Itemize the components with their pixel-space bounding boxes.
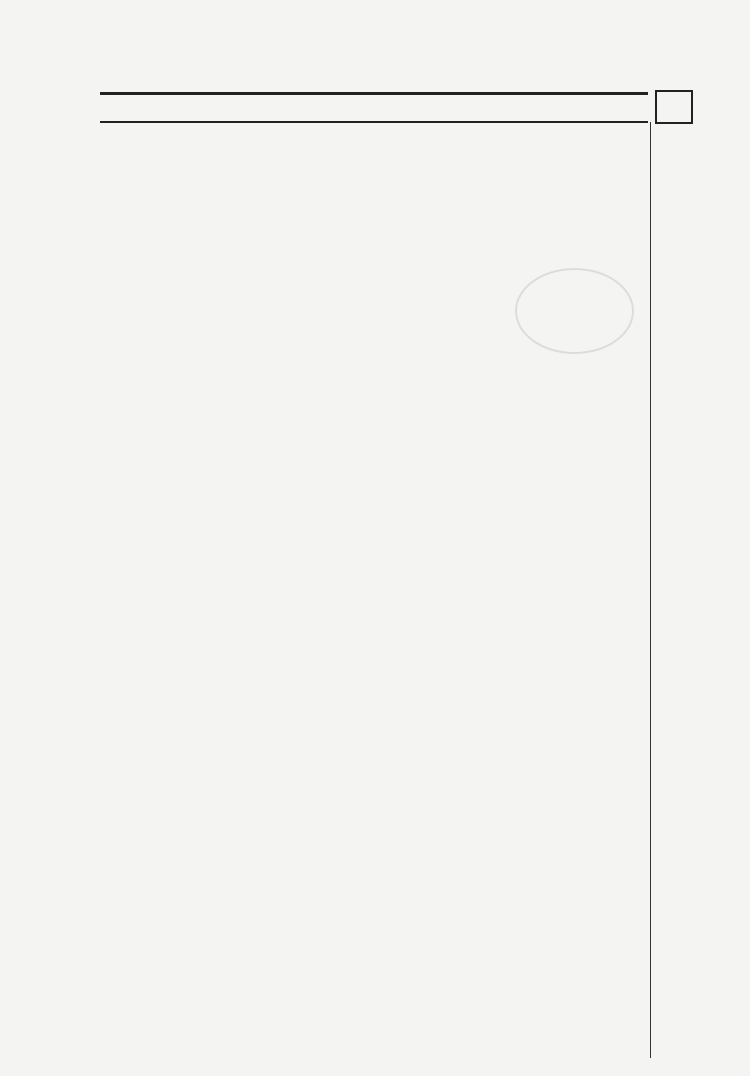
page-header <box>100 92 648 123</box>
page-number <box>655 90 693 124</box>
page-content <box>104 146 644 166</box>
stamp-seal <box>515 268 634 354</box>
side-rule <box>650 122 651 1058</box>
